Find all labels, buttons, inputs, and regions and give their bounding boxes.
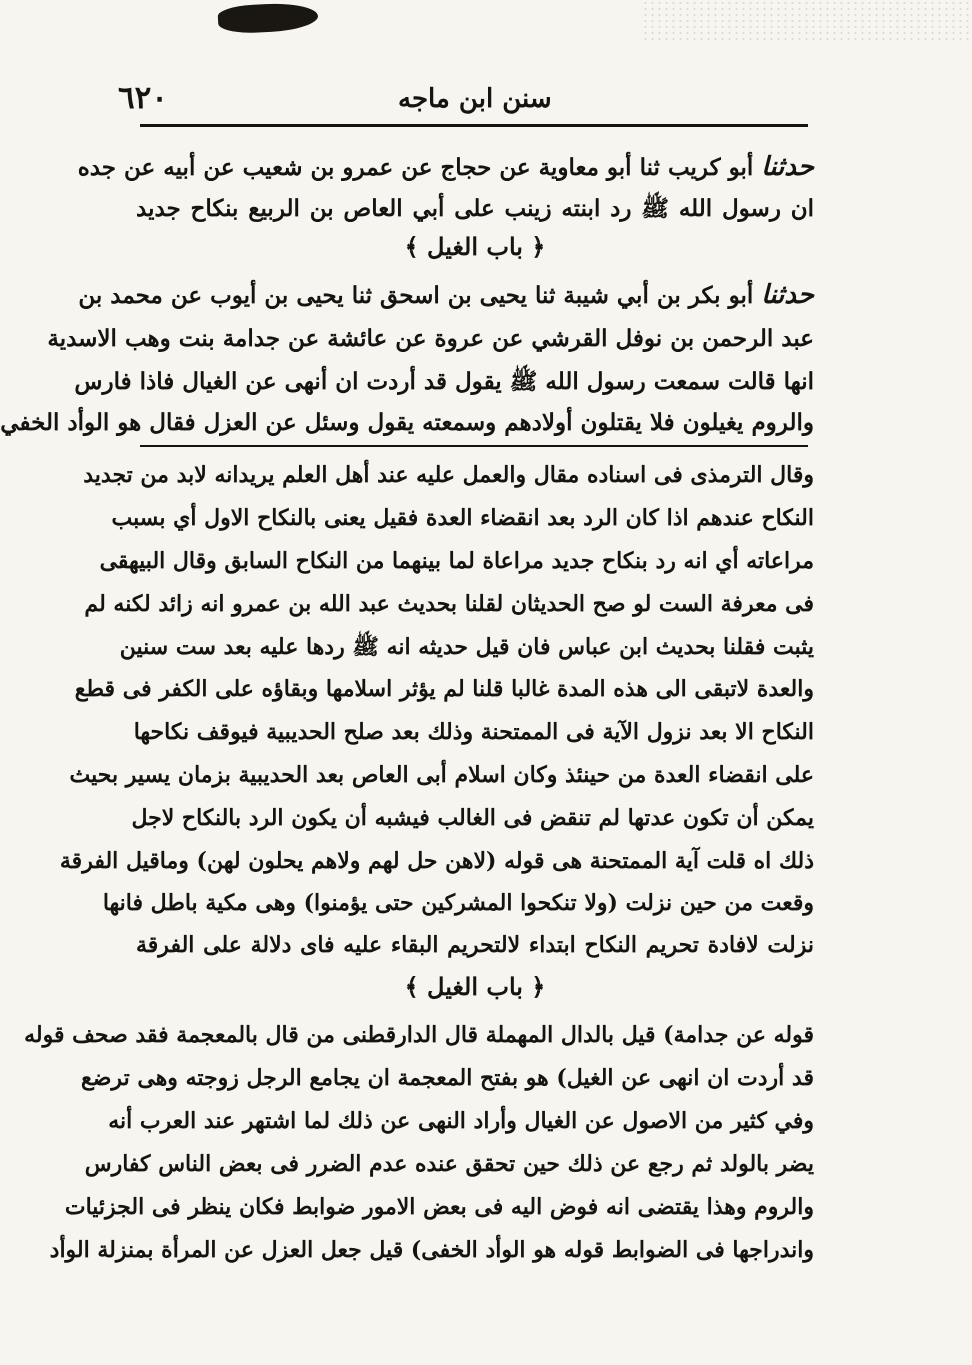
- commentary-divider: [140, 445, 808, 447]
- page-header: [118, 80, 808, 126]
- commentary-2-line: يضر بالولد ثم رجع عن ذلك حين تحقق عنده عدم الضرر فى بعض الناس كفارس: [84, 1151, 814, 1177]
- commentary-2-line: قوله عن جدامة) قيل بالدال المهملة قال الدارقطنى من قال بالمعجمة فقد صحف قوله: [24, 1022, 814, 1048]
- chapter-heading-2: ﴿ باب الغيل ﴾: [404, 972, 546, 1001]
- commentary-1-line: مراعاته أي انه رد بنكاح جديد مراعاة لما بينهما من النكاح السابق وقال البيهقى: [99, 548, 814, 574]
- commentary-1-line: وقال الترمذى فى اسناده مقال والعمل عليه عند أهل العلم يريدانه لابد من تجديد: [83, 462, 814, 488]
- hadith-1-line-1: [77, 148, 814, 188]
- commentary-2-line: والروم وهذا يقتضى انه فوض اليه فى بعض الامور ضوابط فكان ينظر فى الجزئيات: [64, 1194, 814, 1220]
- hadith-2-line-1: [78, 276, 814, 316]
- commentary-1-line: على انقضاء العدة من حينئذ وكان اسلام أبى العاص بعد الحديبية بزمان يسير بحيث: [69, 762, 814, 788]
- commentary-1-line: يمكن أن تكون عدتها لم تنقض فى الغالب فيشبه أن يكون الرد بالنكاح لاجل: [131, 805, 814, 831]
- page-title: سنن ابن ماجه: [398, 84, 552, 114]
- page-number: ٦٢٠: [118, 80, 168, 116]
- scan-ink-blot: [217, 1, 318, 34]
- header-rule: [140, 124, 808, 127]
- hadith-2-line-4: والروم يغيلون فلا يقتلون أولادهم وسمعته يقول وسئل عن العزل فقال هو الوأد الخفي: [0, 409, 814, 436]
- commentary-1-line: النكاح عندهم اذا كان الرد بعد انقضاء العدة فقيل يعنى بالنكاح الاول أي بسبب: [111, 505, 814, 531]
- commentary-1-line: وقعت من حين نزلت (ولا تنكحوا المشركين حتى يؤمنوا) وهى مكية باطل فانها: [102, 890, 814, 916]
- commentary-1-line: نزلت لافادة تحريم النكاح ابتداء لالتحريم البقاء عليه فاى دلالة على الفرقة: [136, 932, 814, 958]
- hadith-2-line-1-text: أبو بكر بن أبي شيبة ثنا يحيى بن اسحق ثنا يحيى بن أيوب عن محمد بن: [78, 282, 754, 309]
- chapter-heading-1: ﴿ باب الغيل ﴾: [404, 232, 546, 261]
- hadith-2-line-3: انها قالت سمعت رسول الله ﷺ يقول قد أردت ان أنهى عن الغيال فاذا فارس: [74, 368, 814, 395]
- hadith-1-line-1-text: أبو كريب ثنا أبو معاوية عن حجاج عن عمرو بن شعيب عن أبيه عن جده: [77, 154, 754, 181]
- commentary-1-line: ذلك اه قلت آية الممتحنة هى قوله (لاهن حل لهم ولاهم يحلون لهن) وماقيل الفرقة: [59, 848, 814, 874]
- scan-speckle: [642, 0, 972, 40]
- commentary-1-line: النكاح الا بعد نزول الآية فى الممتحنة وذلك بعد صلح الحديبية فيوقف نكاحها: [133, 719, 814, 745]
- commentary-2-line: وفي كثير من الاصول عن الغيال وأراد النهى عن ذلك لما اشتهر عند العرب أنه: [108, 1108, 814, 1134]
- hadith-1-lead-word: حدثنا: [761, 152, 814, 182]
- commentary-2-line: قد أردت ان انهى عن الغيل) هو بفتح المعجمة ان يجامع الرجل زوجته وهى ترضع: [81, 1065, 814, 1091]
- commentary-1-line: يثبت فقلنا بحديث ابن عباس فان قيل حديثه انه ﷺ ردها عليه بعد ست سنين: [119, 634, 814, 660]
- hadith-2-line-2: عبد الرحمن بن نوفل القرشي عن عروة عن عائشة عن جدامة بنت وهب الاسدية: [47, 325, 814, 352]
- commentary-1-line: فى معرفة الست لو صح الحديثان لقلنا بحديث عبد الله بن عمرو انه زائد لكنه لم: [84, 591, 814, 617]
- hadith-2-lead-word: حدثنا: [761, 280, 814, 310]
- commentary-2-line: واندراجها فى الضوابط قوله هو الوأد الخفى) قيل جعل العزل عن المرأة بمنزلة الوأد: [49, 1237, 814, 1263]
- commentary-1-line: والعدة لاتبقى الى هذه المدة غالبا قلنا لم يؤثر اسلامها وبقاؤه على الكفر فى قطع: [74, 676, 814, 702]
- hadith-1-line-2: ان رسول الله ﷺ رد ابنته زينب على أبي العاص بن الربيع بنكاح جديد: [136, 195, 814, 222]
